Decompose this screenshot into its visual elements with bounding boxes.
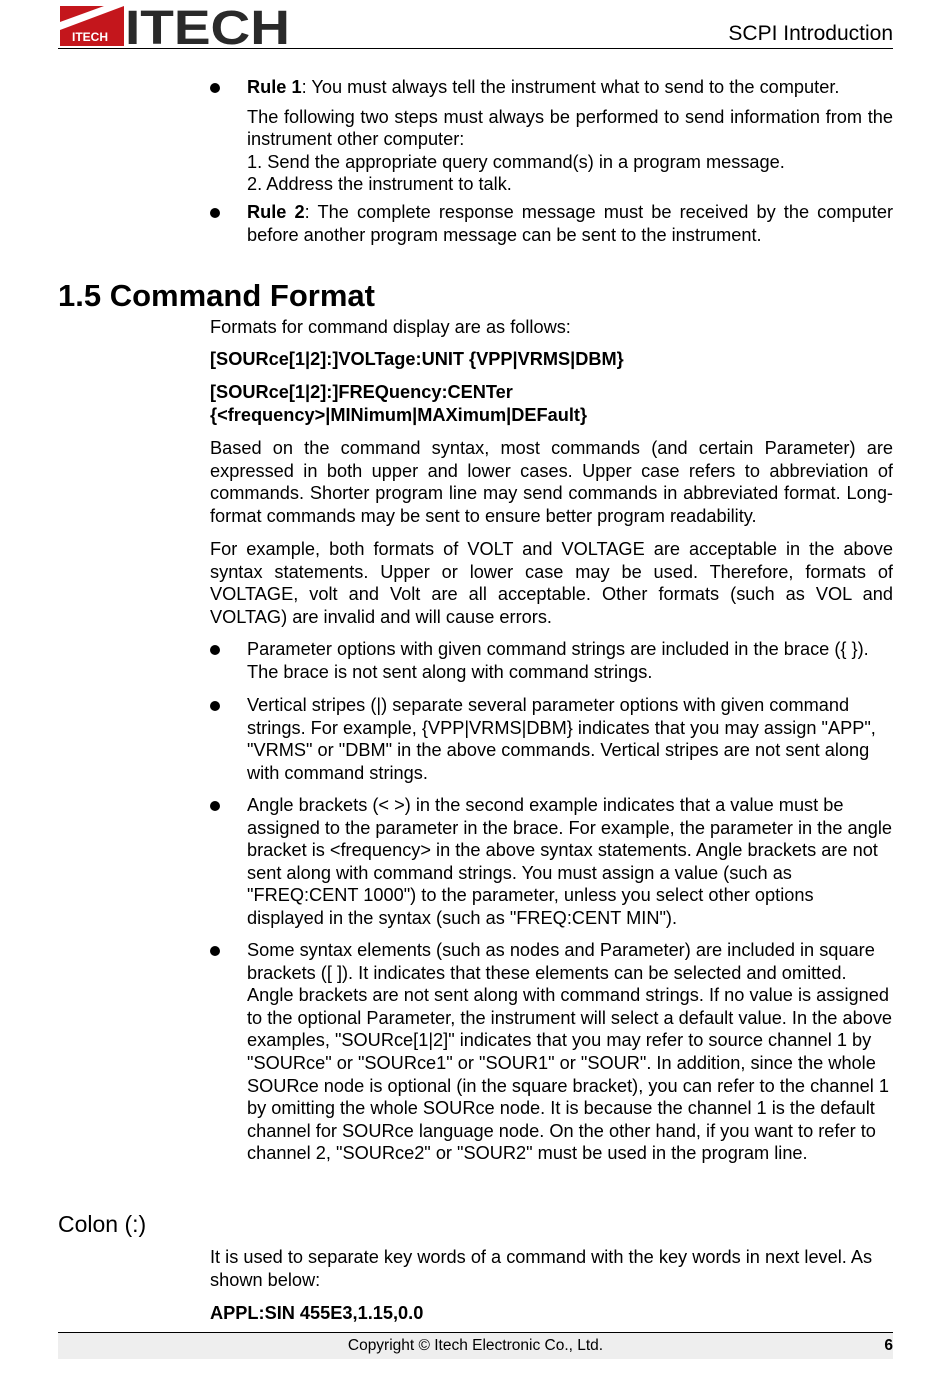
- bullet-text: Parameter options with given command strings are included in the brace ({ }). The brace is not sent along with command strings.: [247, 639, 869, 682]
- bullet-icon: [210, 645, 220, 655]
- rule-detail-line: The following two steps must always be performed to send information from the instrument other computer:: [247, 106, 893, 150]
- page-footer: [58, 1332, 893, 1359]
- rule-label: Rule 1: [247, 77, 302, 97]
- colon-heading: Colon (:): [58, 1211, 147, 1237]
- syntax-line: {<frequency>|MINimum|MAXimum|DEFault}: [210, 404, 588, 425]
- bullet-icon: [210, 83, 220, 93]
- page-number: 6: [884, 1337, 893, 1354]
- paragraph-example: For example, both formats of VOLT and VOLTAGE are acceptable in the above syntax statements. Upper or lower case may be used. Therefore, formats of VOLTAGE, volt and Volt are all acceptable. Other formats (such as VOL and VOLTAG) are invalid and will cause errors.: [210, 539, 893, 627]
- rule-1: [210, 76, 893, 196]
- colon-text: It is used to separate key words of a command with the key words in next level. As shown below:: [210, 1247, 873, 1290]
- bullet-item: [210, 794, 893, 930]
- rule-text: : You must always tell the instrument what to send to the computer.: [301, 77, 840, 97]
- syntax-line: [SOURce[1|2]:]FREQuency:CENTer: [210, 382, 513, 402]
- bullet-icon: [210, 801, 220, 811]
- bullet-text: Vertical stripes (|) separate several parameter options with given command strings. For example, {VPP|VRMS|DBM} indicates that you may assign "APP", "VRMS" or "DBM" in the above commands. Vertical stripes are not sent along with command strings.: [247, 695, 876, 783]
- syntax-voltage: [SOURce[1|2]:]VOLTage:UNIT {VPP|VRMS|DBM}: [210, 349, 624, 369]
- bullet-icon: [210, 701, 220, 711]
- rule-detail-line: 2. Address the instrument to talk.: [247, 174, 512, 195]
- bullet-text: Some syntax elements (such as nodes and Parameter) are included in square brackets ([ ]). It indicates that these elements can be selected and omitted. Angle brackets are not sent along with command strings. If no value is assigned to the optional Parameter, the instrument will select a default value. In the above examples, "SOURce[1|2]" indicates that you may refer to source channel 1 by "SOURce" or "SOURce1" or "SOUR1" or "SOUR". In addition, since the whole SOURce node is optional (in the square bracket), you can refer to the channel 1 by omitting the whole SOURce node. It is because the channel 1 is the default channel for SOURce language node. On the other hand, if you want to refer to channel 2, "SOURce2" or "SOUR2" must be used in the program line.: [247, 940, 893, 1164]
- rule-detail: [247, 106, 893, 196]
- syntax-frequency: [210, 381, 893, 426]
- page-header: [58, 0, 893, 49]
- colon-example: APPL:SIN 455E3,1.15,0.0: [210, 1303, 424, 1323]
- section-title: 1.5 Command Format: [58, 278, 375, 313]
- bullet-item: [210, 939, 893, 1165]
- rule-label: Rule 2: [247, 202, 305, 222]
- format-intro: Formats for command display are as follows:: [210, 317, 571, 337]
- bullet-icon: [210, 208, 220, 218]
- bullet-text: Angle brackets (< >) in the second example indicates that a value must be assigned to the parameter in the brace. For example, the parameter in the angle bracket is <frequency> in the above syntax statements. Angle brackets are not sent along with command strings. You must assign a value (such as "FREQ:CENT 1000") to the parameter, unless you select other options displayed in the syntax (such as "FREQ:CENT MIN").: [247, 795, 893, 928]
- paragraph-case: Based on the command syntax, most commands (and certain Parameter) are expressed in both upper and lower cases. Upper case refers to abbreviation of commands. Shorter program line may send commands in abbreviated format. Long-format commands may be sent to ensure better program readability.: [210, 438, 893, 526]
- rule-text: : The complete response message must be received by the computer before another program message can be sent to the instrument.: [247, 202, 893, 245]
- logo-large-text: ITECH: [125, 4, 290, 46]
- rule-2: [210, 201, 893, 246]
- itech-logo: [58, 4, 293, 46]
- rule-detail-line: 1. Send the appropriate query command(s) in a program message.: [247, 151, 785, 172]
- bullet-item: [210, 638, 893, 683]
- logo-small-text: ITECH: [72, 30, 108, 44]
- copyright: Copyright © Itech Electronic Co., Ltd.: [347, 1337, 604, 1354]
- section-label: SCPI Introduction: [728, 22, 893, 45]
- bullet-icon: [210, 946, 220, 956]
- bullet-item: [210, 694, 893, 784]
